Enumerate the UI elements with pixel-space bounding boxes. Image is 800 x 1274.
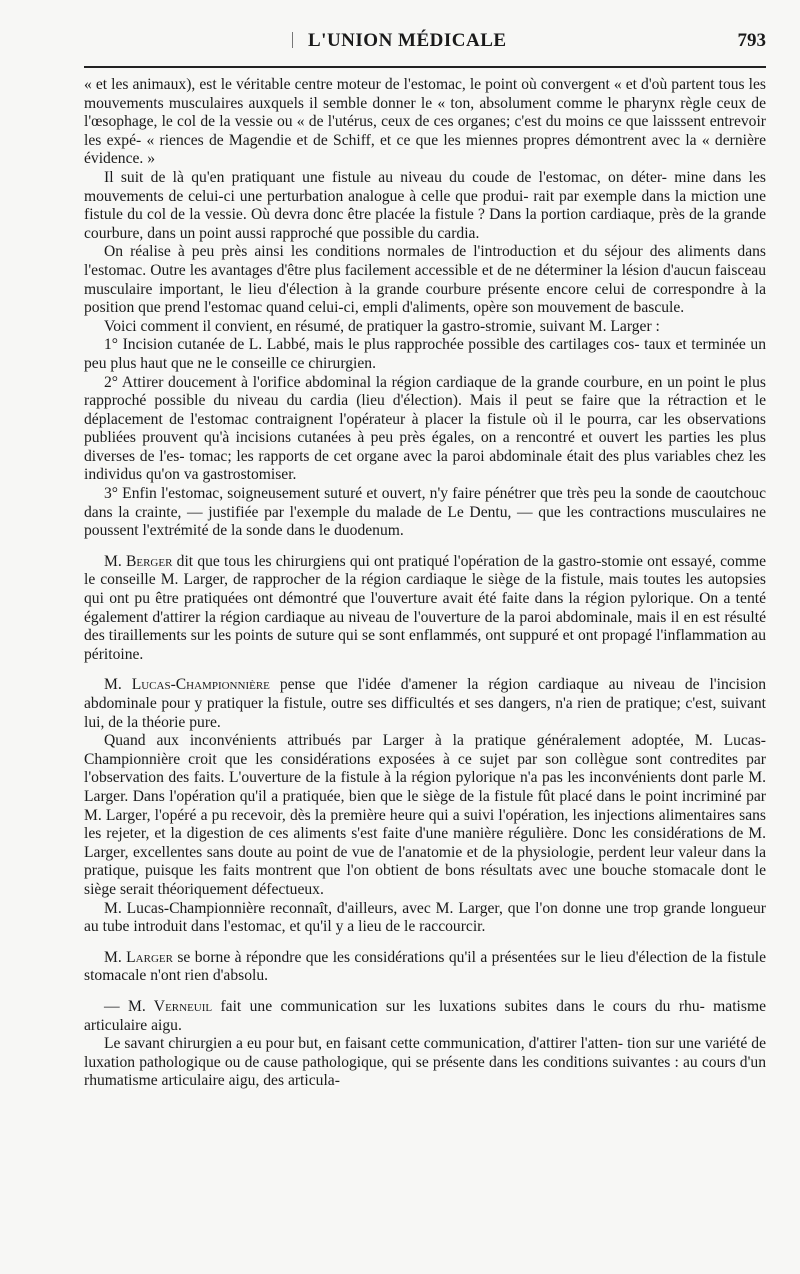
speaker-name: M. Verneuil <box>127 997 213 1015</box>
paragraph-verneuil: — M. Verneuil fait une communication sur les luxations subites dans le cours du rhu- matisme articulaire aigu. <box>84 997 767 1034</box>
speaker-name: M. Berger <box>104 552 173 570</box>
page-number: 793 <box>737 30 766 51</box>
paragraph-quote-ending: « et les animaux), est le véritable centre moteur de l'estomac, le point où convergent « et d'où partent tous les mouvements musculaires auxquels il semble donner le « ton, absolument comme le pharynx règle ceux de l'œsophage, le col de la vessie ou « de l'utérus, ceux de ces organes; c'est du moins ce que laisssent entrevoir les expé- « riences de Magendie et de Schiff, et ce que les miennes propres démontrent avec la « dernière évidence. » <box>84 76 766 168</box>
page-body <box>84 76 766 1091</box>
paragraph: Voici comment il convient, en résumé, de pratiquer la gastro-stromie, suivant M. Larger : <box>104 317 660 335</box>
header-separator <box>292 32 293 48</box>
speaker-name: M. Lucas-Championnière <box>104 676 270 694</box>
paragraph-step-2: 2° Attirer doucement à l'orifice abdominal la région cardiaque de la grande courbure, en un point le plus rapproché possible du niveau du cardia (lieu d'élection). Mais il peut se faire que la rétraction et le déplacement de l'estomac contraignent l'opérateur à placer la fistule où il le pourra, car les observations publiées prouvent qu'à incisions cutanées à peu près égales, on a rencontré et ouvert les parties les plus diverses de l'es- tomac; les rapports de cet organe avec la paroi abdominale était des plus variables chez les individus qu'on va gastrostomiser. <box>84 373 766 484</box>
paragraph: On réalise à peu près ainsi les conditions normales de l'introduction et du séjour des aliments dans l'estomac. Outre les avantages d'être plus facilement accessible et de ne déterminer la lésion d'aucun faisceau musculaire important, le lieu d'élection à la grande courbure présente encore celui de correspondre à la position que prend l'estomac quand celui-ci, empli d'aliments, opère son mouvement de bascule. <box>84 243 766 317</box>
paragraph-berger: M. Berger dit que tous les chirurgiens qui ont pratiqué l'opération de la gastro-stomie ont essayé, comme le conseille M. Larger, de rapprocher de la région cardiaque le siège de la fistule, mais toutes les autopsies qui ont pu être pratiquées ont démontré que l'ouverture avait été faite dans la région pylorique. On a tenté également d'attirer la région cardiaque au niveau de l'ouverture de la paroi abdominale, mais il en est résulté des tiraillements sur les points de suture qui se sont enflammés, ont suppuré et ont propagé l'inflammation au péritoine. <box>84 552 766 663</box>
paragraph: Il suit de là qu'en pratiquant une fistule au niveau du coude de l'estomac, on déter- mine dans les mouvements de celui-ci une perturbation analogue à celle que produi- rait par exemple dans la miction une fistule du col de la vessie. Où devra donc être placée la fistule ? Dans la portion cardiaque, près de la grande courbure, dans un point aussi rapproché que possible du cardia. <box>84 168 766 242</box>
paragraph-larger: M. Larger se borne à répondre que les considérations qu'il a présentées sur le lieu d'élection de la fistule stomacale n'ont rien d'absolu. <box>84 948 766 985</box>
paragraph: Le savant chirurgien a eu pour but, en faisant cette communication, d'attirer l'atten- tion sur une variété de luxation pathologique ou de cause pathologique, qui se présente dans les conditions suivantes : au cours d'un rhumatisme articulaire aigu, des articula- <box>84 1035 766 1090</box>
paragraph-step-3: 3° Enfin l'estomac, soigneusement suturé et ouvert, n'y faire pénétrer que très peu la sonde de caoutchouc dans la crainte, — justifiée par l'exemple du malade de Le Dentu, — que les contractions musculaires ne poussent l'extrémité de la sonde dans le duodenum. <box>84 485 766 540</box>
paragraph-lucas-championniere: M. Lucas-Championnière pense que l'idée d'amener la région cardiaque au niveau de l'incision abdominale pour y pratiquer la fistule, outre ses difficultés et ses dangers, n'a rien de pratique; c'est, suivant lui, de la théorie pure. <box>84 676 766 731</box>
paragraph: M. Lucas-Championnière reconnaît, d'ailleurs, avec M. Larger, que l'on donne une trop grande longueur au tube introduit dans l'estomac, et qu'il y a lieu de le raccourcir. <box>84 899 766 936</box>
paragraph: Quand aux inconvénients attribués par Larger à la pratique généralement adoptée, M. Lucas-Championnière croit que les considérations exposées à ce sujet par son collègue sont contredites par l'observation des faits. L'ouverture de la fistule à la région pylorique n'a pas les inconvénients dont parle M. Larger. Dans l'opération qu'il a pratiquée, bien que le siège de la fistule fût placé dans le point incriminé par M. Larger, l'opéré a pu recevoir, dès la première heure qui a suivi l'opération, les injections alimentaires sans les rejeter, et la digestion de ces aliments s'est faite d'une manière régulière. Donc les considérations de M. Larger, excellentes sans doute au point de vue de l'anatomie et de la physiologie, perdent leur valeur dans la pratique, puisque les faits montrent que l'on obtient de bons résultats avec une bouche stomacale dont le siège serait théoriquement défectueux. <box>84 732 766 898</box>
header-rule <box>84 66 766 68</box>
paragraph-step-1: 1° Incision cutanée de L. Labbé, mais le plus rapprochée possible des cartilages cos- taux et terminée un peu plus haut que ne le conseille ce chirurgien. <box>84 336 766 372</box>
running-title: L'UNION MÉDICALE <box>308 30 507 51</box>
speaker-name: M. Larger <box>104 948 173 966</box>
page-header <box>0 30 800 66</box>
